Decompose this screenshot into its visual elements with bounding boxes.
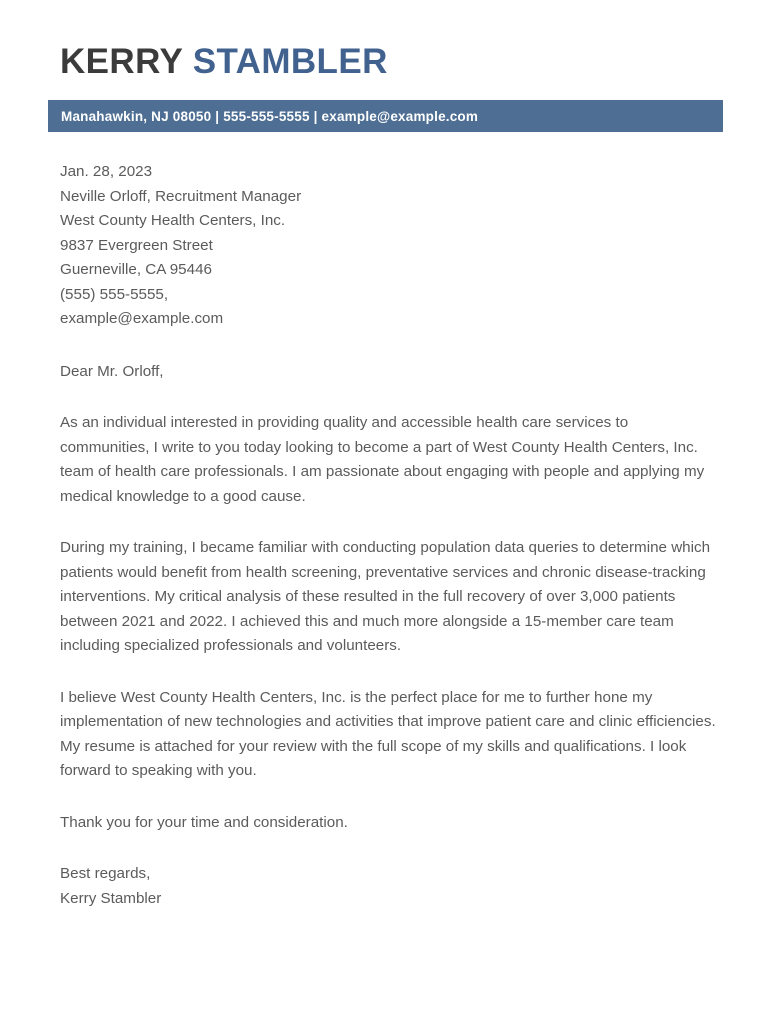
last-name: STAMBLER xyxy=(192,42,388,81)
page-title xyxy=(60,44,388,79)
first-name: KERRY xyxy=(60,42,183,81)
recipient-street: 9837 Evergreen Street xyxy=(60,236,213,254)
signature-name: Kerry Stambler xyxy=(60,889,162,907)
letter-body xyxy=(60,160,718,911)
salutation: Dear Mr. Orloff, xyxy=(60,362,164,380)
sign-off: Best regards, xyxy=(60,865,151,882)
sign-off-block xyxy=(60,862,718,911)
paragraph-1: As an individual interested in providing quality and accessible health care services to communities, I write to you today looking to become a part of West County Health Centers, Inc. team of health care professionals. I am passionate about engaging with people and applying my medical knowledge to a good cause. xyxy=(60,414,705,505)
letter-date: Jan. 28, 2023 xyxy=(60,163,153,180)
paragraph-3: I believe West County Health Centers, Inc. is the perfect place for me to further hone my implementation of new technologies and activities that improve patient care and clinic efficiencies. My resume is attached for your review with the full scope of my skills and qualifications. I look forward to speaking with you. xyxy=(60,688,716,779)
contact-bar-text: Manahawkin, NJ 08050 | 555-555-5555 | example@example.com xyxy=(61,108,479,124)
recipient-company: West County Health Centers, Inc. xyxy=(60,212,286,229)
recipient-email: example@example.com xyxy=(60,310,224,327)
address-block xyxy=(60,160,718,332)
recipient-name-title: Neville Orloff, Recruitment Manager xyxy=(60,187,302,205)
recipient-city-state-zip: Guerneville, CA 95446 xyxy=(60,261,212,278)
thank-you-line: Thank you for your time and consideration. xyxy=(60,813,348,831)
contact-bar xyxy=(48,100,723,132)
paragraph-2: During my training, I became familiar with conducting population data queries to determine which patients would benefit from health screening, preventative services and chronic disease-tracking interventions. My critical analysis of these resulted in the full recovery of over 3,000 patients between 2021 and 2022. I achieved this and much more alongside a 15-member care team including specialized professionals and volunteers. xyxy=(60,539,711,654)
recipient-phone: (555) 555-5555, xyxy=(60,285,169,303)
